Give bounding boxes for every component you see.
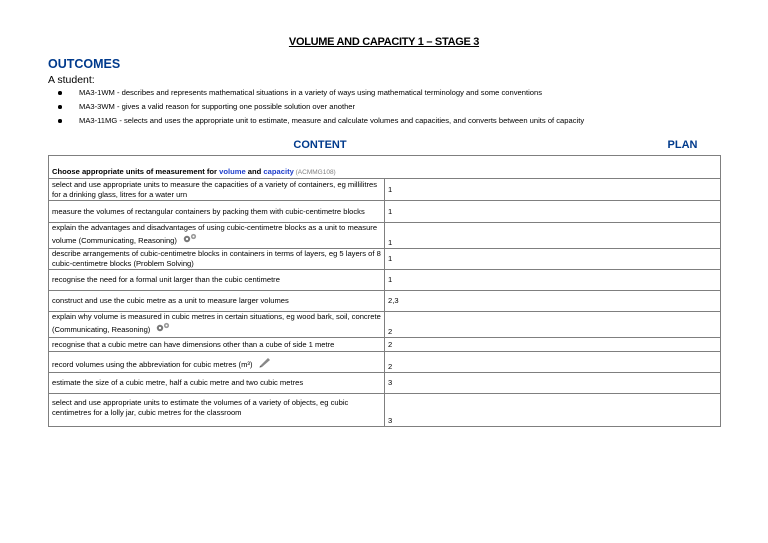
table-row bbox=[49, 352, 721, 373]
outcomes-heading: OUTCOMES bbox=[48, 57, 121, 71]
gears-icon bbox=[155, 322, 171, 333]
row-content: recognise the need for a formal unit larger than the cubic centimetre bbox=[49, 270, 385, 291]
row-content: describe arrangements of cubic-centimetre blocks in containers in terms of layers, eg 5 layers of 8 cubic-centimetre blocks (Problem Solving) bbox=[49, 249, 385, 270]
outcome-item bbox=[48, 114, 584, 128]
row-plan: 1 bbox=[385, 201, 721, 223]
bullet-icon bbox=[58, 91, 62, 95]
row-plan: 2 bbox=[385, 338, 721, 352]
table-row bbox=[49, 223, 721, 249]
row-plan: 1 bbox=[385, 249, 721, 270]
bullet-icon bbox=[58, 119, 62, 123]
row-content bbox=[49, 312, 385, 338]
row-plan: 3 bbox=[385, 394, 721, 427]
content-table bbox=[48, 155, 721, 427]
outcome-text: MA3-1WM - describes and represents mathematical situations in a variety of ways using mathematical terminology and some conventions bbox=[79, 88, 543, 97]
bullet-icon bbox=[58, 105, 62, 109]
row-content: measure the volumes of rectangular containers by packing them with cubic-centimetre blocks bbox=[49, 201, 385, 223]
table-row bbox=[49, 338, 721, 352]
table-row bbox=[49, 394, 721, 427]
row-plan: 2 bbox=[385, 312, 721, 338]
plan-column-header: PLAN bbox=[667, 139, 698, 151]
row-text: record volumes using the abbreviation for cubic metres (m³) bbox=[52, 360, 253, 369]
outcome-text: MA3-11MG - selects and uses the appropriate unit to estimate, measure and calculate volumes and capacities, and converts between units of capacity bbox=[79, 116, 585, 125]
section-and: and bbox=[245, 167, 264, 176]
section-prefix: Choose appropriate units of measurement for bbox=[52, 167, 220, 176]
section-volume: volume bbox=[219, 167, 246, 176]
row-plan: 1 bbox=[385, 179, 721, 201]
row-content: construct and use the cubic metre as a unit to measure larger volumes bbox=[49, 291, 385, 312]
table-row bbox=[49, 249, 721, 270]
section-heading bbox=[49, 156, 721, 179]
table-row bbox=[49, 270, 721, 291]
pencil-icon bbox=[258, 357, 272, 368]
outcome-text: MA3-3WM - gives a valid reason for supporting one possible solution over another bbox=[79, 102, 356, 111]
gears-icon bbox=[182, 233, 198, 244]
section-code: (ACMMG108) bbox=[293, 169, 336, 176]
outcomes-list bbox=[48, 86, 584, 128]
section-row bbox=[49, 156, 721, 179]
table-row bbox=[49, 373, 721, 394]
outcome-item bbox=[48, 100, 584, 114]
outcome-item bbox=[48, 86, 584, 100]
table-row bbox=[49, 201, 721, 223]
row-plan: 1 bbox=[385, 270, 721, 291]
row-text: explain the advantages and disadvantages of using cubic-centimetre blocks as a unit to measure volume (Communicating, Reasoning) bbox=[52, 223, 378, 245]
table-row bbox=[49, 291, 721, 312]
row-plan: 3 bbox=[385, 373, 721, 394]
row-content bbox=[49, 352, 385, 373]
table-row bbox=[49, 312, 721, 338]
row-text: explain why volume is measured in cubic metres in certain situations, eg wood bark, soil, concrete (Communicating, Reasoning) bbox=[52, 312, 381, 334]
content-column-header: CONTENT bbox=[293, 139, 347, 151]
row-content: select and use appropriate units to measure the capacities of a variety of containers, eg millilitres for a drinking glass, litres for a water urn bbox=[49, 179, 385, 201]
row-plan: 2 bbox=[385, 352, 721, 373]
row-content: recognise that a cubic metre can have dimensions other than a cube of side 1 metre bbox=[49, 338, 385, 352]
page-title: VOLUME AND CAPACITY 1 – STAGE 3 bbox=[288, 36, 480, 48]
table-row bbox=[49, 179, 721, 201]
row-content: estimate the size of a cubic metre, half a cubic metre and two cubic metres bbox=[49, 373, 385, 394]
row-content bbox=[49, 223, 385, 249]
section-capacity: capacity bbox=[263, 167, 294, 176]
outcomes-intro: A student: bbox=[48, 74, 95, 86]
row-plan: 1 bbox=[385, 223, 721, 249]
row-content: select and use appropriate units to estimate the volumes of a variety of objects, eg cubic centimetres for a lolly jar, cubic metres for the classroom bbox=[49, 394, 385, 427]
row-plan: 2,3 bbox=[385, 291, 721, 312]
